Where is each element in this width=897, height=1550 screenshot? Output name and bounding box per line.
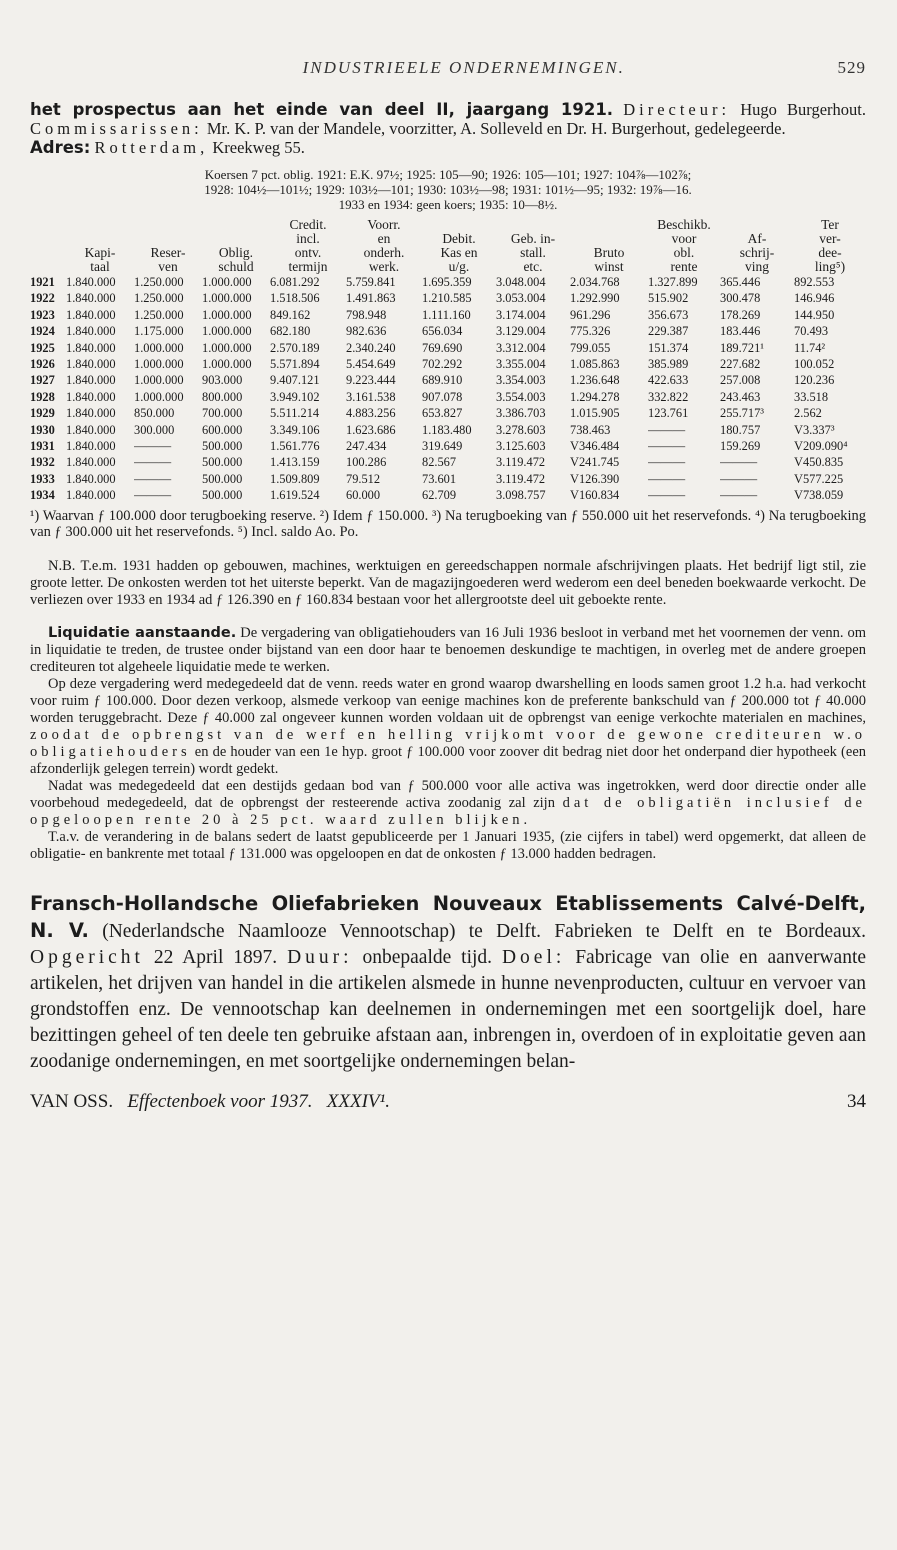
row-year: 1921 [30, 275, 55, 289]
table-cell: 1.840.000 [66, 488, 116, 503]
nb-paragraph: N.B. T.e.m. 1931 hadden op gebouwen, machines, werktuigen en gereedschappen normale afschrijvingen plaats. Het bedrijf ligt stil, zie groote letter. De onkosten werden tot het uiterste beperkt. Van de magazijngoederen werd wederom een deel beneden boekwaarde verkocht. De verliezen over 1933 en 1934 ad ƒ 126.390 en ƒ 160.834 bestaan voor het allergrootste deel uit geboekte rente. [30, 557, 866, 608]
column-header [30, 218, 66, 274]
running-title: INDUSTRIEELE ONDERNEMINGEN. [302, 58, 625, 77]
table-cell: 1.840.000 [66, 439, 116, 454]
footer-publisher: VAN OSS. [30, 1090, 114, 1112]
fransch-section [30, 891, 866, 1075]
table-cell: 183.446 [720, 324, 761, 339]
table-cell: 3.312.004 [496, 340, 546, 355]
table-cell: 123.761 [648, 406, 689, 421]
table-cell: 3.161.538 [346, 389, 396, 404]
table-cell: 180.757 [720, 422, 761, 437]
table-cell: 3.355.004 [496, 357, 546, 372]
table-cell: 2.562 [794, 406, 822, 421]
table-cell: 3.554.003 [496, 389, 546, 404]
table-cell: 178.269 [720, 307, 761, 322]
table-cell: 356.673 [648, 307, 689, 322]
table-cell: 3.278.603 [496, 422, 546, 437]
row-year: 1924 [30, 324, 55, 339]
opgericht-label: Opgericht [30, 946, 144, 968]
row-year: 1929 [30, 406, 55, 421]
table-cell: 3.125.603 [496, 439, 546, 454]
table-cell: 1.840.000 [66, 373, 116, 388]
column-header: Voorr. en onderh. werk. [363, 217, 405, 274]
table-cell: 682.180 [270, 324, 311, 339]
table-cell: 656.034 [422, 324, 463, 339]
footer-volume: XXXIV¹. [326, 1090, 390, 1112]
table-cell: 500.000 [202, 455, 243, 470]
table-row [30, 290, 866, 306]
liquidatie-p4: T.a.v. de verandering in de balans sedert de laatst gepubliceerde per 1 Januari 1935, (zie cijfers in tabel) werd opgemerkt, dat alleen de obligatie- en bankrente met totaal ƒ 131.000 was opgeloopen en dat de onkosten ƒ 13.000 hadden bedragen. [30, 828, 866, 862]
table-cell: 3.349.106 [270, 422, 320, 437]
adres-label: Adres: [30, 138, 91, 157]
table-cell: 1.695.359 [422, 275, 472, 289]
table-cell: ——— [720, 471, 758, 486]
table-cell: 653.827 [422, 406, 463, 421]
row-year: 1933 [30, 471, 55, 486]
table-cell: 3.048.004 [496, 275, 546, 289]
table-cell: 1.840.000 [66, 291, 116, 306]
table-cell: 1.518.506 [270, 291, 320, 306]
table-cell: 1.111.160 [422, 307, 471, 322]
table-cell: 1.294.278 [570, 389, 620, 404]
koersen-line: Koersen 7 pct. oblig. 1921: E.K. 97½; 1925: 105—90; 1926: 105—101; 1927: 104⅞—102⅞; [204, 167, 692, 182]
table-cell: V241.745 [570, 455, 620, 470]
table-cell: 1.000.000 [134, 340, 184, 355]
table-cell: 9.407.121 [270, 373, 320, 388]
table-cell: 1.000.000 [202, 291, 252, 306]
table-cell: 5.454.649 [346, 357, 396, 372]
liquidatie-p1: De vergadering van obligatiehouders van 16 Juli 1936 besloot in verband met het voornemen der venn. om in liquidatie te treden, de trustee onder bijstand van een door haar te benoemen deskundige te machtigen, in overleg met de andere groepen crediteuren tot algeheele liquidatie mede te werken. [30, 624, 867, 675]
table-cell: 800.000 [202, 389, 243, 404]
table-cell: 1.623.686 [346, 422, 396, 437]
table-cell: 1.840.000 [66, 357, 116, 372]
liquidatie-p3-spaced: dat de obligatiën inclusief de opgeloopen rente 20 à 25 pct. waard zullen blijken. [30, 794, 866, 828]
table-header-row [30, 218, 866, 274]
director-label: Directeur: [623, 100, 731, 119]
table-cell: 849.162 [270, 307, 311, 322]
table-cell: 33.518 [794, 389, 829, 404]
table-cell: 1.561.776 [270, 439, 320, 454]
table-cell: 100.052 [794, 357, 835, 372]
table-cell: 500.000 [202, 439, 243, 454]
table-cell: 1.840.000 [66, 275, 116, 289]
table-cell: 100.286 [346, 455, 387, 470]
table-cell: ——— [648, 455, 686, 470]
table-cell: 500.000 [202, 488, 243, 503]
table-cell: 689.910 [422, 373, 463, 388]
table-cell: 798.948 [346, 307, 387, 322]
table-cell: ——— [648, 488, 686, 503]
table-cell: 159.269 [720, 439, 761, 454]
table-cell: 1.183.480 [422, 422, 472, 437]
table-cell: 500.000 [202, 471, 243, 486]
liquidatie-p2a: Op deze vergadering werd medegedeeld dat de venn. reeds water en grond waarop dwarshelling en loods samen groot 1.2 h.a. had verkocht voor ruim ƒ 100.000. Door dezen verkoop, alsmede verkoop van eenige machines kon de preferente bankschuld van ƒ 200.000 tot ƒ 40.000 worden teruggebracht. Deze ƒ 40.000 zal ongeveer kunnen worden voldaan uit de opbrengst van eenige verkochte materialen en machines, [30, 675, 866, 726]
commissarissen-text: Mr. K. P. van der Mandele, voorzitter, A. Solleveld en Dr. H. Burgerhout, gedelegeerde. [206, 119, 786, 138]
table-cell: 1.000.000 [202, 357, 252, 372]
intro-paragraph [30, 100, 866, 157]
table-cell: 300.000 [134, 422, 175, 437]
table-row [30, 487, 866, 503]
table-cell: 1.840.000 [66, 324, 116, 339]
table-cell: ——— [720, 455, 758, 470]
table-cell: ——— [134, 455, 172, 470]
intro-lead: het prospectus aan het einde van deel II, jaargang 1921. [30, 100, 614, 119]
table-cell: 151.374 [648, 340, 689, 355]
table-cell: 5.511.214 [270, 406, 320, 421]
table-cell: ——— [134, 439, 172, 454]
table-cell: 247.434 [346, 439, 387, 454]
table-cell: 332.822 [648, 389, 689, 404]
table-cell: 738.463 [570, 422, 611, 437]
table-cell: 3.174.004 [496, 307, 546, 322]
table-cell: 70.493 [794, 324, 829, 339]
table-cell: 300.478 [720, 291, 761, 306]
table-cell: 1.840.000 [66, 307, 116, 322]
table-cell: 255.717³ [720, 406, 764, 421]
table-cell: 365.446 [720, 275, 761, 289]
table-cell: 1.840.000 [66, 471, 116, 486]
table-cell: 1.840.000 [66, 389, 116, 404]
table-cell: 1.000.000 [202, 340, 252, 355]
table-cell: V738.059 [794, 488, 844, 503]
table-cell: 3.354.003 [496, 373, 546, 388]
column-header: Ter ver- dee- ling⁵) [814, 217, 846, 274]
row-year: 1928 [30, 389, 55, 404]
row-year: 1930 [30, 422, 55, 437]
table-cell: 9.223.444 [346, 373, 396, 388]
table-footnotes: ¹) Waarvan ƒ 100.000 door terugboeking reserve. ²) Idem ƒ 150.000. ³) Na terugboeking van ƒ 550.000 uit het reservefonds. ⁴) Na terugboeking van ƒ 300.000 uit het reservefonds. ⁵) Incl. saldo Ao. Po. [30, 507, 866, 540]
table-cell: V126.390 [570, 471, 620, 486]
table-cell: 422.633 [648, 373, 689, 388]
table-cell: ——— [648, 422, 686, 437]
table-cell: 1.840.000 [66, 422, 116, 437]
table-cell: 120.236 [794, 373, 835, 388]
koersen-line: 1933 en 1934: geen koers; 1935: 10—8½. [338, 197, 558, 212]
table-cell: 1.840.000 [66, 455, 116, 470]
table-row [30, 471, 866, 487]
table-cell: 1.000.000 [202, 275, 252, 289]
column-header: Kapi- taal [84, 245, 116, 274]
table-cell: ——— [134, 471, 172, 486]
director-text: Hugo Burgerhout. [740, 100, 866, 119]
table-cell: 1.619.524 [270, 488, 320, 503]
column-header: Beschikb. voor obl. rente [657, 217, 711, 274]
doel-label: Doel: [501, 946, 566, 968]
column-header: Geb. in- stall. etc. [510, 231, 556, 274]
column-header: Debit. Kas en u/g. [440, 231, 478, 274]
financial-table [30, 218, 866, 504]
page [30, 58, 866, 1113]
footer-page: 34 [847, 1090, 866, 1112]
table-cell: 73.601 [422, 471, 457, 486]
company-t1: (Nederlandsche Naamlooze Vennootschap) te Delft. Fabrieken te Delft en te Bordeaux. [102, 920, 867, 942]
table-row [30, 372, 866, 388]
table-cell: 3.386.703 [496, 406, 546, 421]
table-cell: 82.567 [422, 455, 457, 470]
table-cell: 700.000 [202, 406, 243, 421]
liquidatie-p2-spaced: zoodat de opbrengst van de werf en helling vrijkomt voor de gewone crediteuren w.o obligatiehouders [30, 726, 866, 760]
table-row [30, 422, 866, 438]
table-cell: 702.292 [422, 357, 463, 372]
table-cell: 3.119.472 [496, 455, 546, 470]
row-year: 1922 [30, 291, 55, 306]
table-cell: 1.236.648 [570, 373, 620, 388]
table-cell: ——— [720, 488, 758, 503]
column-header: Af- schrij- ving [739, 231, 775, 274]
table-cell: V577.225 [794, 471, 844, 486]
table-cell: 1.085.863 [570, 357, 620, 372]
table-cell: 6.081.292 [270, 275, 320, 289]
table-cell: 1.000.000 [202, 324, 252, 339]
page-footer [30, 1091, 866, 1113]
row-year: 1934 [30, 488, 55, 503]
table-cell: ——— [648, 471, 686, 486]
table-cell: 79.512 [346, 471, 381, 486]
table-cell: 1.000.000 [134, 357, 184, 372]
running-header [30, 58, 866, 78]
table-cell: 60.000 [346, 488, 381, 503]
table-cell: 1.015.905 [570, 406, 620, 421]
company-t2: 22 April 1897. [153, 946, 278, 968]
company-t3: onbepaalde tijd. [362, 946, 493, 968]
table-row [30, 389, 866, 405]
table-cell: 227.682 [720, 357, 761, 372]
table-cell: 5.759.841 [346, 275, 396, 289]
table-cell: 3.119.472 [496, 471, 546, 486]
table-cell: V209.090⁴ [794, 439, 848, 454]
table-cell: 319.649 [422, 439, 463, 454]
liquidatie-p3a: Nadat was medegedeeld dat een destijds gedaan bod van ƒ 500.000 voor alle activa was ingetrokken, werd door directie onder alle voorbehoud medegedeeld, dat de opbrengst der resteerende activa zoodanig zal zijn [30, 777, 866, 811]
table-cell: 1.000.000 [202, 307, 252, 322]
row-year: 1927 [30, 373, 55, 388]
table-cell: 257.008 [720, 373, 761, 388]
page-number: 529 [837, 58, 866, 77]
table-body [30, 274, 866, 504]
duur-label: Duur: [287, 946, 353, 968]
table-cell: 903.000 [202, 373, 243, 388]
table-cell: 1.491.863 [346, 291, 396, 306]
table-cell: 799.055 [570, 340, 611, 355]
row-year: 1923 [30, 307, 55, 322]
table-cell: 189.721¹ [720, 340, 764, 355]
table-header [30, 218, 866, 274]
company-t4: Fabricage van olie en aanverwante artikelen, het drijven van handel in die artikelen alsmede in hunne nevenproducten, cultuur en vervoer van grondstoffen enz. De vennootschap kan deelnemen in ondernemingen met een soortgelijk doel, hare bezittingen geheel of ten deele ten gebruike afstaan aan, inbrengen in, overdoen of in exploitatie geven aan zoodanige ondernemingen, en met soortgelijke ondernemingen belan- [30, 946, 867, 1072]
table-cell: 600.000 [202, 422, 243, 437]
row-year: 1931 [30, 439, 55, 454]
table-row [30, 323, 866, 339]
table-cell: 1.509.809 [270, 471, 320, 486]
table-cell: 775.326 [570, 324, 611, 339]
table-cell: 2.034.768 [570, 275, 620, 289]
table-cell: 3.053.004 [496, 291, 546, 306]
row-year: 1932 [30, 455, 55, 470]
table-cell: V160.834 [570, 488, 620, 503]
table-cell: 2.340.240 [346, 340, 396, 355]
table-cell: 1.413.159 [270, 455, 320, 470]
table-cell: 5.571.894 [270, 357, 320, 372]
table-cell: 1.175.000 [134, 324, 184, 339]
table-cell: 515.902 [648, 291, 689, 306]
table-row [30, 454, 866, 470]
table-cell: 1.292.990 [570, 291, 620, 306]
table-cell: 243.463 [720, 389, 761, 404]
table-cell: V450.835 [794, 455, 844, 470]
table-row [30, 340, 866, 356]
table-cell: 1.250.000 [134, 307, 184, 322]
table-cell: 385.989 [648, 357, 689, 372]
table-cell: 62.709 [422, 488, 457, 503]
table-cell: 982.636 [346, 324, 387, 339]
liquidatie-p2b: en de houder van een 1e hyp. groot ƒ 100.000 voor zoover dit bedrag niet door het onderpand dier hypotheek (een afzonderlijk gelegen terrein) wordt gedekt. [30, 743, 867, 777]
footer-book-title: Effectenboek voor 1937. [127, 1090, 313, 1112]
table-cell: 1.840.000 [66, 406, 116, 421]
table-cell: 3.098.757 [496, 488, 546, 503]
table-row [30, 438, 866, 454]
table-cell: 1.250.000 [134, 275, 184, 289]
table-row [30, 356, 866, 372]
table-cell: 850.000 [134, 406, 175, 421]
adres-city: Rotterdam, [94, 138, 209, 157]
column-header: Credit. incl. ontv. termijn [288, 217, 328, 274]
column-header: Bruto winst [593, 245, 625, 274]
table-cell: 146.946 [794, 291, 835, 306]
table-cell: 1.210.585 [422, 291, 472, 306]
table-cell: ——— [134, 488, 172, 503]
table-cell: 892.553 [794, 275, 835, 289]
table-cell: 1.327.899 [648, 275, 698, 289]
table-cell: 3.949.102 [270, 389, 320, 404]
column-header: Reser- ven [150, 245, 186, 274]
liquidatie-section [30, 625, 866, 863]
table-cell: 907.078 [422, 389, 463, 404]
table-cell: ——— [648, 439, 686, 454]
table-cell: 144.950 [794, 307, 835, 322]
table-cell: 961.296 [570, 307, 611, 322]
table-cell: 3.129.004 [496, 324, 546, 339]
liquidatie-label: Liquidatie aanstaande. [48, 624, 237, 641]
commissarissen-label: Commissarissen: [30, 119, 203, 138]
company-name: Fransch-Hollandsche Oliefabrieken Nouveaux Etablissements Calvé-Delft, N. V. [30, 891, 866, 942]
table-cell: 4.883.256 [346, 406, 396, 421]
table-cell: 229.387 [648, 324, 689, 339]
koersen-block [30, 167, 866, 212]
table-cell: V3.337³ [794, 422, 835, 437]
table-cell: 1.250.000 [134, 291, 184, 306]
koersen-line: 1928: 104½—101½; 1929: 103½—101; 1930: 103½—98; 1931: 101½—95; 1932: 19⅞—16. [204, 182, 692, 197]
table-cell: 769.690 [422, 340, 463, 355]
row-year: 1926 [30, 357, 55, 372]
table-cell: 2.570.189 [270, 340, 320, 355]
adres-street: Kreekweg 55. [212, 138, 305, 157]
table-row [30, 307, 866, 323]
table-cell: 1.000.000 [134, 389, 184, 404]
column-header: Oblig. schuld [218, 245, 254, 274]
table-cell: V346.484 [570, 439, 620, 454]
row-year: 1925 [30, 340, 55, 355]
table-cell: 11.74² [794, 340, 826, 355]
table-cell: 1.000.000 [134, 373, 184, 388]
table-cell: 1.840.000 [66, 340, 116, 355]
table-row [30, 274, 866, 290]
table-row [30, 405, 866, 421]
